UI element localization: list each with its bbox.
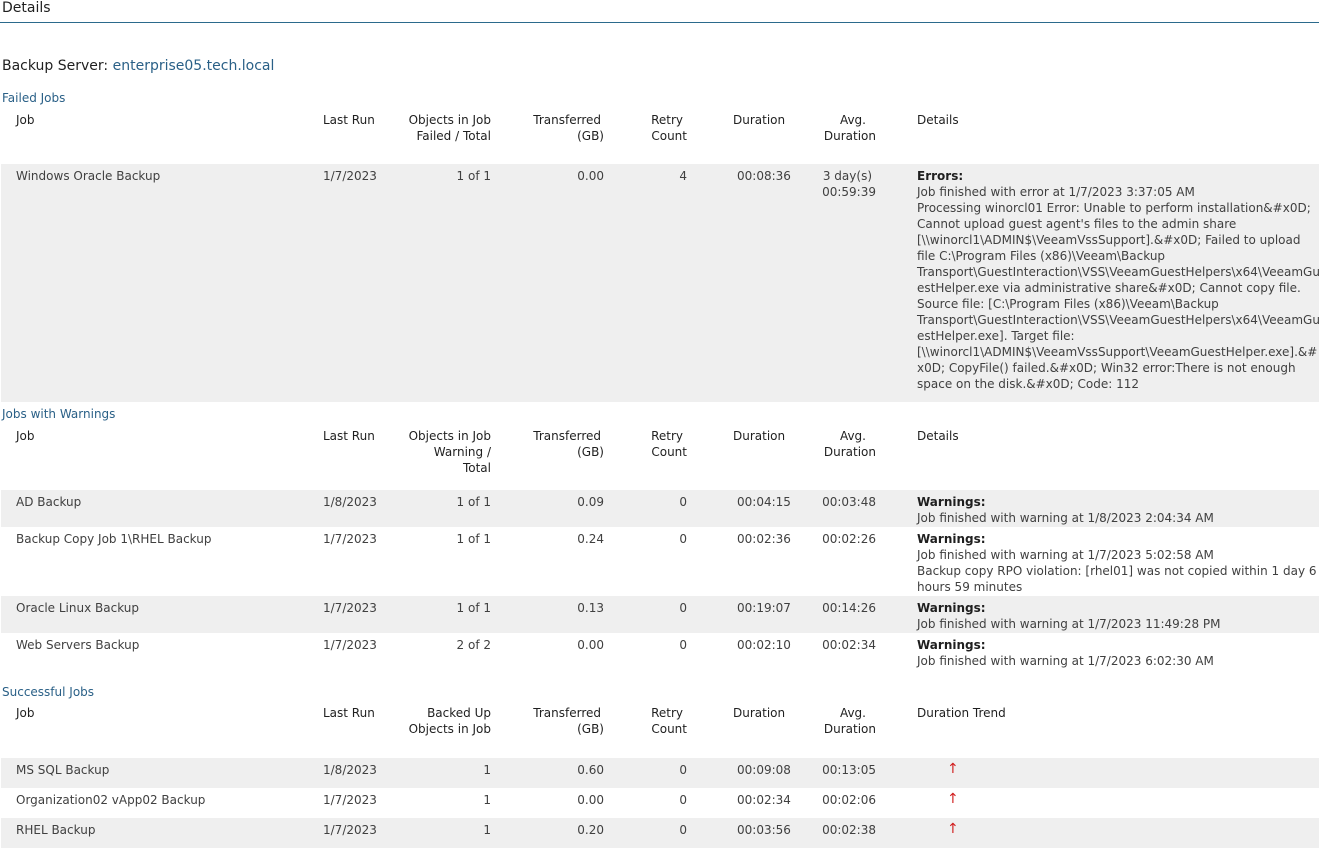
last-run: 1/7/2023 <box>323 169 377 183</box>
avg-duration: 00:02:06 <box>822 793 876 807</box>
objects-count: 2 of 2 <box>456 638 491 652</box>
transferred-gb: 0.00 <box>577 638 604 652</box>
transferred-gb: 0.09 <box>577 495 604 509</box>
transferred-gb: 0.24 <box>577 532 604 546</box>
failed-header-avg-1: Avg. <box>839 113 866 127</box>
warnings-header-transferred-2: (GB) <box>577 445 604 459</box>
avg-duration: 00:02:38 <box>822 823 876 837</box>
failed-header-details: Details <box>917 113 959 127</box>
failed-header-retry-1: Retry <box>651 113 683 127</box>
retry-count: 0 <box>679 532 687 546</box>
details-heading: Warnings: <box>917 532 986 546</box>
retry-count: 0 <box>679 763 687 777</box>
details-line: Job finished with warning at 1/7/2023 6:02:30 AM <box>917 654 1214 668</box>
details-line: space on the disk.&#x0D; Code: 112 <box>917 377 1139 391</box>
details-line: file C:\Program Files (x86)\Veeam\Backup <box>917 249 1166 263</box>
successful-jobs-title: Successful Jobs <box>2 685 95 699</box>
backup-server-name[interactable]: enterprise05.tech.local <box>112 58 275 74</box>
objects-count: 1 of 1 <box>456 601 491 615</box>
failed-header-transferred-2: (GB) <box>577 129 604 143</box>
table-row[interactable] <box>1 818 1319 848</box>
arrow-up-icon: ↑ <box>947 791 959 807</box>
failed-header-transferred-1: Transferred <box>533 113 601 127</box>
job-name[interactable]: Organization02 vApp02 Backup <box>16 793 206 807</box>
transferred-gb: 0.20 <box>577 823 604 837</box>
details-line: Transport\GuestInteraction\VSS\VeeamGuestHelpers\x64\VeeamGu <box>917 265 1320 279</box>
transferred-gb: 0.00 <box>577 793 604 807</box>
last-run: 1/7/2023 <box>323 601 377 615</box>
details-heading: Errors: <box>917 169 964 183</box>
warnings-header-transferred-1: Transferred <box>533 429 601 443</box>
successful-header-transferred-2: (GB) <box>577 722 604 736</box>
backup-server-line <box>2 57 274 75</box>
failed-header-avg-2: Duration <box>823 129 876 143</box>
arrow-up-icon: ↑ <box>947 761 959 777</box>
failed-jobs-title: Failed Jobs <box>2 91 66 105</box>
details-line: Job finished with error at 1/7/2023 3:37:05 AM <box>917 185 1195 199</box>
warnings-header-job: Job <box>16 429 35 443</box>
duration: 00:04:15 <box>737 495 791 509</box>
successful-header-job: Job <box>16 706 35 720</box>
successful-header-last-run: Last Run <box>323 706 375 720</box>
avg-duration-days: 3 day(s) <box>822 169 872 183</box>
transferred-gb: 0.00 <box>577 169 604 183</box>
last-run: 1/7/2023 <box>323 532 377 546</box>
retry-count: 0 <box>679 638 687 652</box>
failed-header-job: Job <box>16 113 35 127</box>
successful-header-retry-1: Retry <box>651 706 683 720</box>
details-heading: Warnings: <box>917 601 986 615</box>
failed-header-duration: Duration <box>733 113 786 127</box>
duration: 00:03:56 <box>737 823 791 837</box>
details-line: Source file: [C:\Program Files (x86)\Veeam\Backup <box>917 297 1219 311</box>
job-name[interactable]: AD Backup <box>16 495 82 509</box>
details-line: estHelper.exe via administrative share&#x0D; Cannot copy file. <box>917 281 1301 295</box>
avg-duration: 00:13:05 <box>822 763 876 777</box>
successful-header-trend: Duration Trend <box>917 706 1006 720</box>
duration: 00:02:34 <box>737 793 791 807</box>
successful-header-transferred-1: Transferred <box>533 706 601 720</box>
warnings-header-last-run: Last Run <box>323 429 375 443</box>
transferred-gb: 0.60 <box>577 763 604 777</box>
warnings-header-avg-2: Duration <box>823 445 876 459</box>
warnings-header-details: Details <box>917 429 959 443</box>
details-line: hours 59 minutes <box>917 580 1023 594</box>
last-run: 1/8/2023 <box>323 763 377 777</box>
avg-duration: 00:02:34 <box>822 638 876 652</box>
warnings-header-objects-1: Objects in Job <box>408 429 491 443</box>
objects-count: 1 of 1 <box>456 532 491 546</box>
warnings-header-retry-1: Retry <box>651 429 683 443</box>
avg-duration: 00:02:26 <box>822 532 876 546</box>
objects-count: 1 of 1 <box>456 169 491 183</box>
job-details <box>917 494 1279 526</box>
retry-count: 0 <box>679 495 687 509</box>
retry-count: 0 <box>679 823 687 837</box>
details-line: Backup copy RPO violation: [rhel01] was not copied within 1 day 6 <box>917 564 1317 578</box>
successful-header-duration: Duration <box>733 706 786 720</box>
retry-count: 0 <box>679 793 687 807</box>
title-divider <box>0 22 1319 23</box>
objects-count: 1 <box>483 793 491 807</box>
details-heading: Warnings: <box>917 495 986 509</box>
job-name[interactable]: Windows Oracle Backup <box>16 169 161 183</box>
job-name[interactable]: Web Servers Backup <box>16 638 140 652</box>
failed-header-objects-1: Objects in Job <box>408 113 491 127</box>
table-row[interactable] <box>1 758 1319 788</box>
successful-header-avg-2: Duration <box>823 722 876 736</box>
job-details <box>917 600 1279 632</box>
avg-duration: 00:03:48 <box>822 495 876 509</box>
failed-header-objects-2: Failed / Total <box>416 129 491 143</box>
details-line: x0D; CopyFile() failed.&#x0D; Win32 error:There is not enough <box>917 361 1296 375</box>
job-name[interactable]: MS SQL Backup <box>16 763 110 777</box>
details-line: Cannot upload guest agent's files to the admin share <box>917 217 1237 231</box>
retry-count: 0 <box>679 601 687 615</box>
last-run: 1/7/2023 <box>323 793 377 807</box>
details-line: [\\winorcl1\ADMIN$\VeeamVssSupport].&#x0D; Failed to upload <box>917 233 1301 247</box>
duration: 00:02:36 <box>737 532 791 546</box>
objects-count: 1 <box>483 823 491 837</box>
objects-count: 1 of 1 <box>456 495 491 509</box>
details-heading: Warnings: <box>917 638 986 652</box>
details-line: estHelper.exe]. Target file: <box>917 329 1075 343</box>
job-details <box>917 637 1279 669</box>
job-name[interactable]: Oracle Linux Backup <box>16 601 139 615</box>
avg-duration: 00:14:26 <box>822 601 876 615</box>
details-line: Processing winorcl01 Error: Unable to perform installation&#x0D; <box>917 201 1311 215</box>
transferred-gb: 0.13 <box>577 601 604 615</box>
job-details <box>917 531 1317 595</box>
page-title: Details <box>2 0 51 16</box>
objects-count: 1 <box>483 763 491 777</box>
job-details <box>917 168 1320 392</box>
last-run: 1/7/2023 <box>323 823 377 837</box>
successful-header-avg-1: Avg. <box>839 706 866 720</box>
retry-count: 4 <box>679 169 687 183</box>
successful-header-retry-2: Count <box>651 722 687 736</box>
warnings-header-objects-3: Total <box>462 461 491 475</box>
job-name[interactable]: RHEL Backup <box>16 823 96 837</box>
warnings-header-retry-2: Count <box>651 445 687 459</box>
failed-header-retry-2: Count <box>651 129 687 143</box>
arrow-up-icon: ↑ <box>947 821 959 837</box>
duration: 00:09:08 <box>737 763 791 777</box>
job-name[interactable]: Backup Copy Job 1\RHEL Backup <box>16 532 212 546</box>
duration: 00:02:10 <box>737 638 791 652</box>
backup-server-label: Backup Server: <box>2 58 109 74</box>
failed-header-last-run: Last Run <box>323 113 375 127</box>
warnings-header-duration: Duration <box>733 429 786 443</box>
avg-duration-time: 00:59:39 <box>822 185 876 199</box>
details-line: Transport\GuestInteraction\VSS\VeeamGuestHelpers\x64\VeeamGu <box>917 313 1320 327</box>
duration: 00:19:07 <box>737 601 791 615</box>
details-line: Job finished with warning at 1/8/2023 2:04:34 AM <box>917 511 1214 525</box>
warnings-header-avg-1: Avg. <box>839 429 866 443</box>
duration: 00:08:36 <box>737 169 791 183</box>
last-run: 1/8/2023 <box>323 495 377 509</box>
successful-header-objects-2: Objects in Job <box>408 722 491 736</box>
details-line: Job finished with warning at 1/7/2023 11:49:28 PM <box>917 617 1221 631</box>
warning-jobs-title: Jobs with Warnings <box>2 407 116 421</box>
warnings-header-objects-2: Warning / <box>433 445 491 459</box>
details-line: [\\winorcl1\ADMIN$\VeeamVssSupport\VeeamGuestHelper.exe].&# <box>917 345 1318 359</box>
successful-header-objects-1: Backed Up <box>427 706 491 720</box>
details-line: Job finished with warning at 1/7/2023 5:02:58 AM <box>917 548 1214 562</box>
last-run: 1/7/2023 <box>323 638 377 652</box>
